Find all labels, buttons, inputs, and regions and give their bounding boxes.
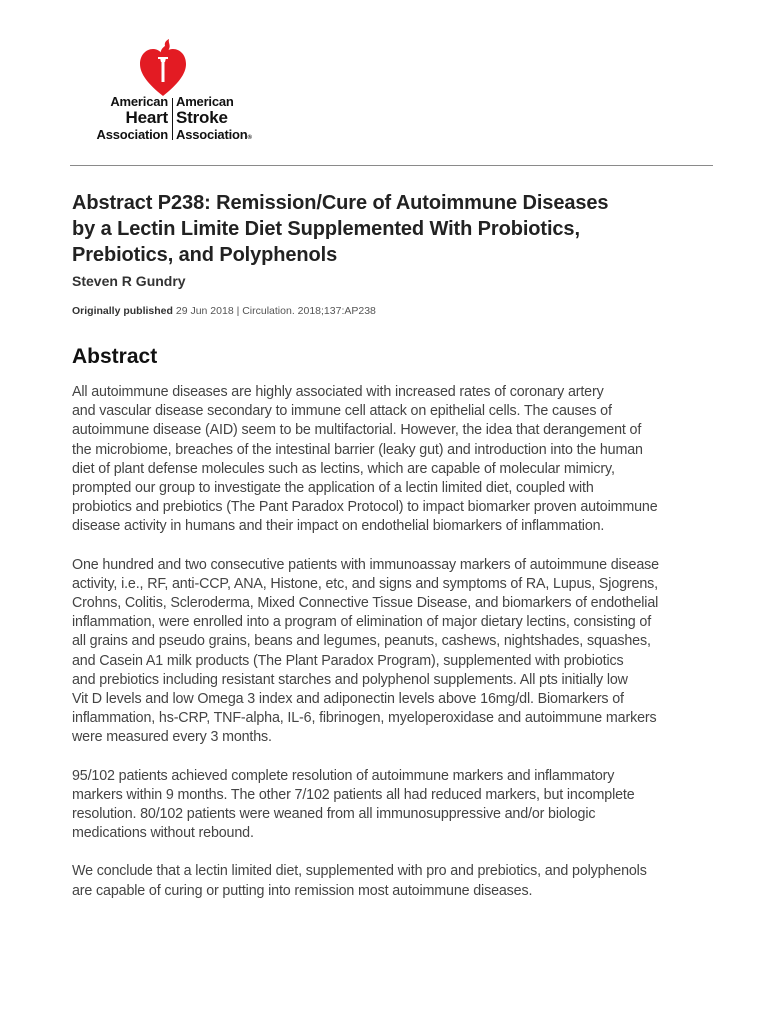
heart-torch-icon xyxy=(138,38,188,98)
article-author[interactable]: Steven R Gundry xyxy=(72,273,186,289)
logo-text-heart: Heart xyxy=(125,108,168,127)
registered-mark: ® xyxy=(247,135,252,141)
article-title: Abstract P238: Remission/Cure of Autoimmune Diseases by a Lectin Limite Diet Supplemented With Probiotics, Prebiotics, and Polyphenols xyxy=(72,192,609,266)
logo-text-association: Association xyxy=(96,127,168,142)
abstract-heading: Abstract xyxy=(72,345,158,368)
published-label: Originally published xyxy=(72,305,173,317)
logo-text-american: American xyxy=(110,94,168,109)
publication-info xyxy=(72,305,376,317)
abstract-paragraph-conclusion: We conclude that a lectin limited diet, supplemented with pro and prebiotics, and polyphenols are capable of curing or putting into remission most autoimmune diseases. xyxy=(72,863,647,899)
abstract-paragraph-background: All autoimmune diseases are highly associated with increased rates of coronary artery and vascular disease secondary to immune cell attack on epithelial cells. The causes of autoimmune disease (AID) seem to be multifactorial. However, the idea that derangement of the microbiome, breaches of the intestinal barrier (leaky gut) and introduction into the human diet of plant defense molecules such as lectins, which are capable of molecular mimicry, prompted our group to investigate the application of a lectin limited diet, coupled with probiotics and prebiotics (The Pant Paradox Protocol) to impact biomarker proven autoimmune disease activity in humans and their impact on endothelial biomarkers of inflammation. xyxy=(72,384,658,535)
published-details: 29 Jun 2018 | Circulation. 2018;137:AP238 xyxy=(172,305,376,317)
aha-wordmark xyxy=(72,94,168,142)
logo-text-association: Association xyxy=(176,127,248,142)
asa-wordmark xyxy=(176,94,252,146)
aha-asa-logo[interactable] xyxy=(72,38,272,148)
logo-text-american: American xyxy=(176,94,234,109)
logo-separator xyxy=(172,98,173,140)
abstract-paragraph-methods: One hundred and two consecutive patients with immunoassay markers of autoimmune disease activity, i.e., RF, anti-CCP, ANA, Histone, etc, and signs and symptoms of RA, Lupus, Sjogrens, Crohns, Colitis, Scleroderma, Mixed Connective Tissue Disease, and biomarkers of endothelial inflammation, were enrolled into a program of elimination of major dietary lectins, consisting of all grains and pseudo grains, beans and legumes, peanuts, cashews, nightshades, squashes, and Casein A1 milk products (The Plant Paradox Program), supplemented with probiotics and prebiotics including resistant starches and polyphenol supplements. All pts initially low Vit D levels and low Omega 3 index and adiponectin levels above 16mg/dl. Biomarkers of inflammation, hs-CRP, TNF-alpha, IL-6, fibrinogen, myeloperoxidase and autoimmune markers were measured every 3 months. xyxy=(72,556,659,746)
abstract-body xyxy=(72,383,722,920)
header-divider xyxy=(70,165,713,166)
logo-text-stroke: Stroke xyxy=(176,108,228,127)
abstract-paragraph-results: 95/102 patients achieved complete resolution of autoimmune markers and inflammatory markers within 9 months. The other 7/102 patients all had reduced markers, but incomplete resolution. 80/102 patients were weaned from all immunosuppressive and/or biologic medications without rebound. xyxy=(72,767,635,842)
